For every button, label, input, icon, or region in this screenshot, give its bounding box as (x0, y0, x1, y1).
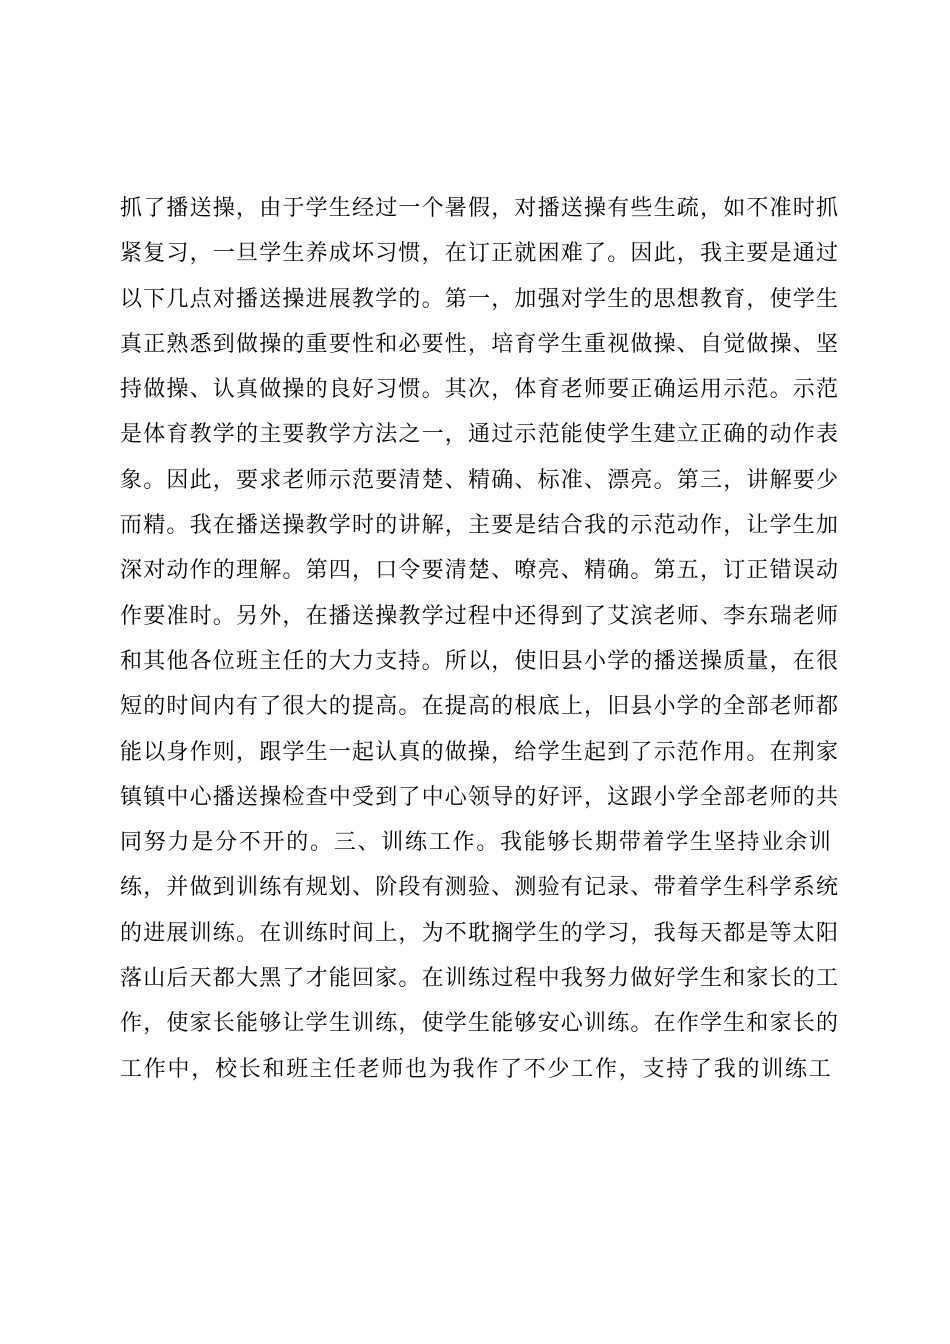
body-paragraph (120, 186, 840, 1092)
text-line-1: 抓了播送操，由于学生经过一个暑假，对播送操有些生疏，如不准时抓 (120, 196, 840, 221)
text-line-7: 象。因此，要求老师示范要清楚、精确、标准、漂亮。第三，讲解要少 (120, 467, 840, 493)
text-line-11: 和其他各位班主任的大力支持。所以，使旧县小学的播送操质量，在很 (120, 648, 840, 674)
text-line-2: 紧复习，一旦学生养成坏习惯，在订正就困难了。因此，我主要是通过 (120, 241, 840, 267)
text-line-17: 的进展训练。在训练时间上，为不耽搁学生的学习，我每天都是等太阳 (120, 920, 840, 946)
text-line-16: 练，并做到训练有规划、阶段有测验、测验有记录、带着学生科学系统 (120, 875, 840, 901)
text-line-6: 是体育教学的主要教学方法之一，通过示范能使学生建立正确的动作表 (120, 422, 840, 448)
text-line-3: 以下几点对播送操进展教学的。第一，加强对学生的思想教育，使学生 (120, 286, 840, 312)
text-line-8: 而精。我在播送操教学时的讲解，主要是结合我的示范动作，让学生加 (120, 513, 840, 539)
text-line-14: 镇镇中心播送操检查中受到了中心领导的好评，这跟小学全部老师的共 (120, 784, 840, 810)
text-line-10: 作要准时。另外，在播送操教学过程中还得到了艾滨老师、李东瑞老师 (120, 603, 840, 629)
text-line-4: 真正熟悉到做操的重要性和必要性，培育学生重视做操、自觉做操、坚 (120, 331, 840, 357)
text-line-15: 同努力是分不开的。三、训练工作。我能够长期带着学生坚持业余训 (120, 830, 832, 856)
text-line-12: 短的时间内有了很大的提高。在提高的根底上，旧县小学的全部老师都 (120, 694, 840, 720)
text-line-20: 工作中，校长和班主任老师也为我作了不少工作，支持了我的训练工 (120, 1056, 832, 1082)
text-line-5: 持做操、认真做操的良好习惯。其次，体育老师要正确运用示范。示范 (120, 377, 840, 403)
text-line-18: 落山后天都大黑了才能回家。在训练过程中我努力做好学生和家长的工 (120, 966, 840, 992)
text-line-19: 作，使家长能够让学生训练，使学生能够安心训练。在作学生和家长的 (120, 1011, 840, 1037)
text-line-13: 能以身作则，跟学生一起认真的做操，给学生起到了示范作用。在荆家 (120, 739, 840, 765)
text-line-9: 深对动作的理解。第四，口令要清楚、嘹亮、精确。第五，订正错误动 (120, 558, 840, 584)
